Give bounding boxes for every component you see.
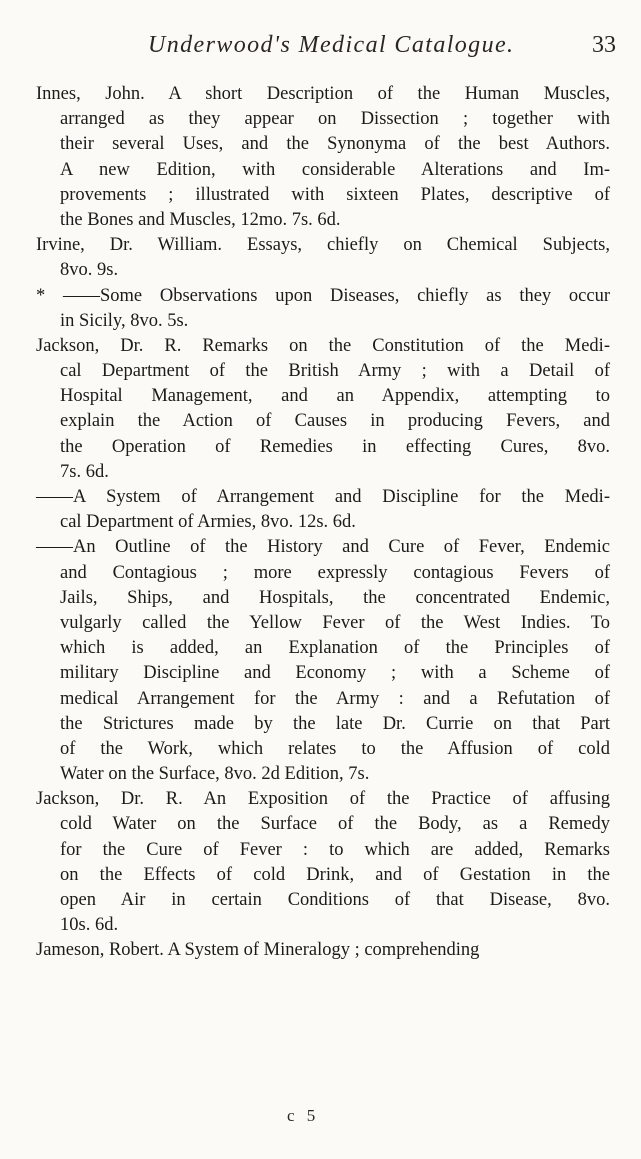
catalogue-entry	[0, 82, 641, 233]
entry-line: cold Water on the Surface of the Body, as a Remedy	[60, 814, 610, 835]
entry-line: medical Arrangement for the Army : and a Refutation of	[60, 688, 610, 709]
entry-line: 7s. 6d.	[60, 461, 109, 482]
entry-line: provements ; illustrated with sixteen Plates, descriptive of	[60, 184, 610, 205]
entry-line: the Strictures made by the late Dr. Currie on that Part	[60, 713, 610, 734]
entry-line: Water on the Surface, 8vo. 2d Edition, 7s.	[60, 764, 370, 785]
entry-line: Jackson, Dr. R. Remarks on the Constitution of the Medi-	[36, 335, 610, 356]
entry-line: Jails, Ships, and Hospitals, the concentrated Endemic,	[60, 587, 610, 608]
entry-line: Jackson, Dr. R. An Exposition of the Practice of affusing	[36, 789, 610, 810]
catalogue-entry	[0, 284, 641, 334]
catalogue-entry	[0, 233, 641, 283]
entry-line: the Bones and Muscles, 12mo. 7s. 6d.	[60, 209, 341, 230]
page-header	[60, 30, 620, 64]
entry-line: the Operation of Remedies in effecting Cures, 8vo.	[60, 436, 610, 457]
entry-line: cal Department of Armies, 8vo. 12s. 6d.	[60, 512, 356, 533]
entry-line: which is added, an Explanation of the Principles of	[60, 638, 610, 659]
catalogue-entry	[0, 485, 641, 535]
entry-line: open Air in certain Conditions of that Disease, 8vo.	[60, 890, 610, 910]
entry-line: ——An Outline of the History and Cure of Fever, Endemic	[36, 537, 610, 558]
entry-line: on the Effects of cold Drink, and of Gestation in the	[60, 864, 610, 885]
entry-line: 8vo. 9s.	[60, 260, 119, 281]
catalogue-entry	[0, 334, 641, 485]
entry-line: for the Cure of Fever : to which are added, Remarks	[60, 839, 610, 860]
entry-line: of the Work, which relates to the Affusion of cold	[60, 738, 610, 759]
entry-line: Innes, John. A short Description of the Human Muscles,	[36, 84, 610, 104]
catalogue-entry	[0, 787, 641, 938]
entry-line: military Discipline and Economy ; with a Scheme of	[60, 663, 610, 684]
entry-line: explain the Action of Causes in producing Fevers, and	[60, 411, 610, 432]
entry-line: A new Edition, with considerable Alterations and Im-	[60, 159, 610, 180]
entry-line: Hospital Management, and an Appendix, attempting to	[60, 386, 610, 407]
running-title: Underwood's Medical Catalogue.	[148, 32, 515, 58]
entry-line: ——A System of Arrangement and Discipline for the Medi-	[36, 487, 610, 507]
entry-line: vulgarly called the Yellow Fever of the West Indies. To	[60, 612, 610, 633]
entry-line: Irvine, Dr. William. Essays, chiefly on Chemical Subjects,	[36, 235, 610, 256]
entry-line: * ——Some Observations upon Diseases, chiefly as they occur	[36, 285, 610, 306]
catalogue-entries	[0, 82, 641, 964]
catalogue-entry	[0, 938, 641, 963]
entry-line: cal Department of the British Army ; with a Detail of	[60, 361, 610, 382]
entry-line: arranged as they appear on Dissection ; together with	[60, 109, 610, 130]
entry-line: 10s. 6d.	[60, 915, 119, 936]
entry-line: in Sicily, 8vo. 5s.	[60, 310, 189, 331]
entry-line: and Contagious ; more expressly contagious Fevers of	[60, 562, 610, 583]
entry-line: their several Uses, and the Synonyma of the best Authors.	[60, 134, 610, 155]
entry-line: Jameson, Robert. A System of Mineralogy ; comprehending	[36, 940, 480, 961]
signature-mark: c 5	[287, 1106, 320, 1125]
page-number: 33	[592, 32, 616, 58]
catalogue-entry	[0, 535, 641, 787]
